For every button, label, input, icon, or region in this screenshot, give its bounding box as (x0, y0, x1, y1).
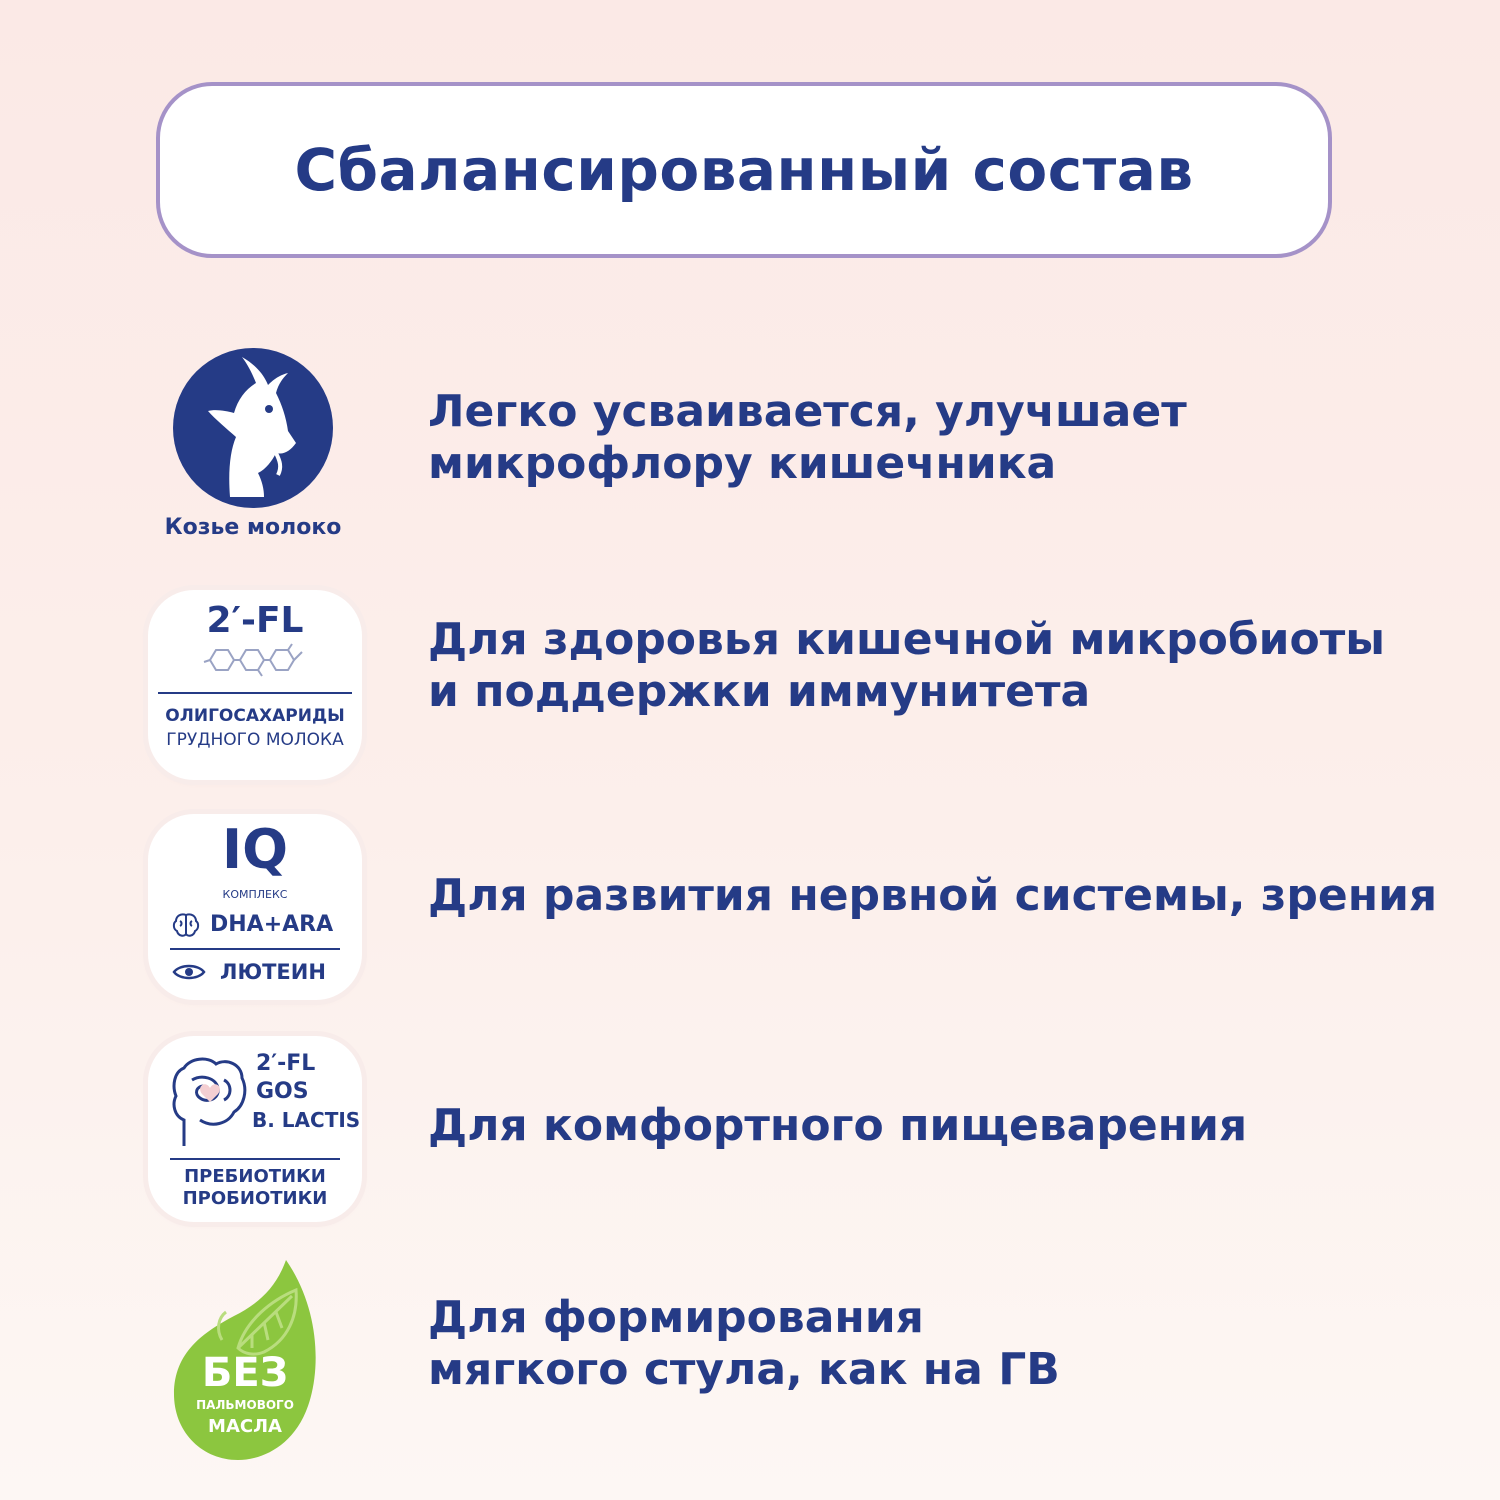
badge-divider (158, 692, 352, 694)
leaf-icon (168, 1256, 322, 1462)
feature-text-line: Для комфортного пищеварения (428, 1100, 1248, 1151)
feature-text-line: микрофлору кишечника (428, 438, 1057, 489)
badge-item-blactis: B. LACTIS (252, 1108, 361, 1132)
badge-divider (170, 948, 340, 950)
feature-text-line: и поддержки иммунитета (428, 666, 1091, 717)
feature-text-line: Легко усваивается, улучшает (428, 386, 1187, 437)
badge-bez-text: БЕЗ (201, 1350, 289, 1396)
badge-divider (170, 1158, 340, 1160)
goat-icon (172, 347, 334, 509)
badge-caption-line2: ГРУДНОГО МОЛОКА (166, 730, 344, 750)
feature-text-line: мягкого стула, как на ГВ (428, 1344, 1060, 1395)
brain-icon (172, 912, 200, 938)
badge-2fl-text: 2′-FL (206, 600, 304, 641)
intestine-drawing (168, 1050, 250, 1150)
badge-item-gos: GOS (256, 1079, 309, 1104)
badge-dha-text: DHA+ARA (210, 912, 334, 937)
iq-complex-icon (148, 814, 362, 1000)
feature-text-line: Для формирования (428, 1292, 924, 1343)
badge-lutein-text: ЛЮТЕИН (220, 960, 326, 984)
badge-caption-line2: ПРОБИОТИКИ (182, 1188, 328, 1209)
eye-icon (172, 962, 206, 982)
badge-item-2fl: 2′-FL (256, 1051, 316, 1076)
badge-iq-sub: КОМПЛЕКС (222, 888, 288, 901)
badge-items (252, 1050, 361, 1134)
intestine-icon (148, 1036, 362, 1222)
oligosaccharide-icon (148, 590, 362, 780)
goat-milk-label: Козье молоко (164, 515, 342, 540)
badge-caption-line1: ПРЕБИОТИКИ (184, 1166, 326, 1187)
badge-caption-line1: ОЛИГОСАХАРИДЫ (165, 706, 345, 726)
badge-caption-line2: МАСЛА (208, 1416, 282, 1437)
molecule-icon (202, 642, 308, 678)
feature-text-line: Для здоровья кишечной микробиоты (428, 614, 1385, 665)
title-box (156, 82, 1332, 258)
badge-caption-line1: ПАЛЬМОВОГО (196, 1398, 294, 1412)
page-title: Сбалансированный состав (294, 136, 1194, 204)
badge-iq-text: IQ (222, 818, 288, 881)
feature-text-line: Для развития нервной системы, зрения (428, 870, 1438, 921)
